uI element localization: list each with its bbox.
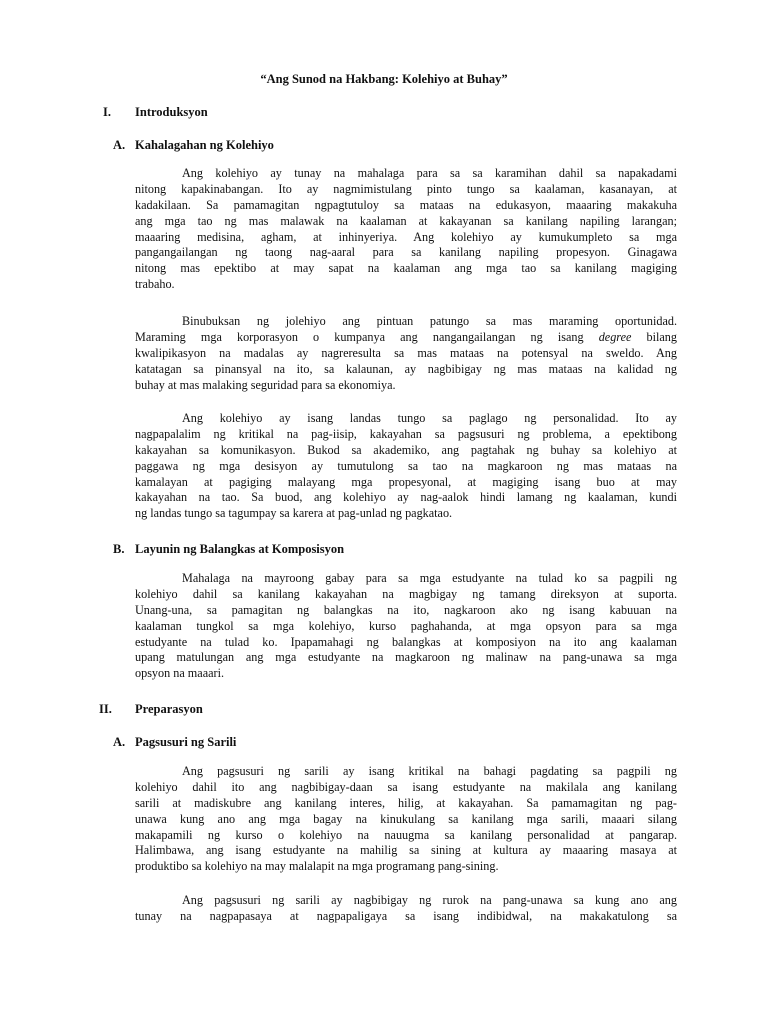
paragraph: [135, 764, 677, 875]
paragraph-line: tunay na nagpapasaya at nagpapaligaya sa isang indibidwal, na makakatulong sa: [135, 908, 677, 923]
paragraph-line: ng landas tungo sa tagumpay sa karera at pag-unlad ng pagkatao.: [135, 506, 453, 521]
paragraph: [135, 571, 677, 682]
section-heading: Preparasyon: [135, 702, 203, 716]
section-heading: Introduksyon: [135, 105, 208, 119]
paragraph-line: produktibo sa kolehiyo na may malalapit na mga programang pang-sining.: [135, 859, 499, 874]
paragraph-line: Binubuksan ng jolehiyo ang pintuan patungo sa mas maraming oportunidad.: [182, 314, 677, 328]
paragraph: [135, 893, 677, 925]
paragraph-line: buhay at mas malaking seguridad para sa ekonomiya.: [135, 377, 396, 392]
paragraph-line: Ang pagsusuri ng sarili ay isang kritikal na bahagi pagdating sa pagpili ng: [182, 764, 677, 778]
paragraph-line: kolehiyo dahil ito ang nagbibigay-daan sa isang estudyante na makilala ang kanilang: [135, 779, 677, 794]
paragraph-line: unawa kung ano ang mga bagay na kinukulang sa kanilang mga sarili, maaari silang: [135, 811, 677, 826]
paragraph: [135, 411, 677, 522]
paragraph: [135, 314, 677, 393]
paragraph-line: kolehiyo dahil sa kanilang kakayahan na magbigay ng tamang direksyon at suporta.: [135, 586, 677, 601]
paragraph-line: trabaho.: [135, 277, 175, 292]
paragraph-line: Ang kolehiyo ay tunay na mahalaga para sa sa karamihan dahil sa napakadami: [182, 166, 677, 180]
paragraph-line: kamalayan at pagiging malayang mga propesyonal, at magiging isang buo at may: [135, 474, 677, 489]
paragraph-line: Ang kolehiyo ay isang landas tungo sa paglago ng personalidad. Ito ay: [182, 411, 677, 425]
paragraph-line: paggawa ng mga desisyon ay tumutulong sa tao na magkaroon ng mas mataas na: [135, 458, 677, 473]
paragraph-line: Unang-una, sa pamagitan ng balangkas na ito, nagkaroon ako ng isang kabuuan na: [135, 602, 677, 617]
paragraph-line: kakayahan na tao. Sa buod, ang kolehiyo ay nag-aalok hindi lamang ng kaalaman, kundi: [135, 490, 677, 505]
paragraph-line: sarili at madiskubre ang kanilang interes, hilig, at kakayahan. Sa pamamagitan ng pag-: [135, 795, 677, 810]
paragraph-line: Ang pagsusuri ng sarili ay nagbibigay ng rurok na pang-unawa sa kung ano ang: [182, 893, 677, 907]
paragraph-line: nitong kapakinabangan. Ito ay nagmimistulang pinto tungo sa kaalaman, kasanayan, at: [135, 181, 677, 196]
paragraph-line: pangangailangan ng taong nag-aaral para sa kanilang napiling propesyon. Ginagawa: [135, 245, 677, 260]
paragraph-line: Mahalaga na mayroong gabay para sa mga estudyante na tulad ko sa pagpili ng: [182, 571, 677, 585]
paragraph-line: nitong mas epektibo at may sapat na kaalaman ang mga tao sa kanilang magiging: [135, 261, 677, 276]
section-number: II.: [99, 702, 112, 716]
paragraph-line: upang matulungan ang mga estudyante na magkaroon ng malinaw na pang-unawa sa mga: [135, 650, 677, 665]
section-number: I.: [103, 105, 111, 119]
subsection-heading: Kahalagahan ng Kolehiyo: [135, 138, 274, 152]
paragraph-line: ang mga tao ng mas malawak na kaalaman at kakayanan sa kanilang napiling larangan;: [135, 213, 677, 228]
paragraph-line: kakayahan sa komunikasyon. Bukod sa akademiko, ang pagtahak ng buhay sa kolehiyo at: [135, 442, 677, 457]
paragraph-line: kadakilaan. Sa pamamagitan ngpagtutuloy sa mataas na edukasyon, maaaring makakuha: [135, 197, 677, 212]
subsection-letter: B.: [113, 542, 125, 556]
paragraph-line: kaalaman tungkol sa mga kolehiyo, kurso paghahanda, at mga opsyon para sa mga: [135, 618, 677, 633]
paragraph-line: nagpapalalim ng kritikal na pag-iisip, kakayahan sa pagsusuri ng problema, a epektibong: [135, 426, 677, 441]
paragraph-line: katatagan sa pinansyal na ito, sa kalaunan, ay nagbibigay ng mas mataas na kalidad ng: [135, 361, 677, 376]
subsection-heading: Pagsusuri ng Sarili: [135, 735, 237, 749]
paragraph-line: makapamili ng kurso o kolehiyo na nauugma sa kanilang personalidad at pangarap.: [135, 827, 677, 842]
paragraph-line: estudyante na tulad ko. Ipapamahagi ng balangkas at komposiyon na ito ang kaalaman: [135, 634, 677, 649]
paragraph-line: maaaring medisina, agham, at inhinyeriya. Ang kolehiyo ay kumukumpleto sa mga: [135, 229, 677, 244]
subsection-heading: Layunin ng Balangkas at Komposisyon: [135, 542, 345, 556]
subsection-letter: A.: [113, 138, 126, 152]
paragraph-line: opsyon na maaari.: [135, 666, 225, 681]
paragraph-line: Maraming mga korporasyon o kumpanya ang nangangailangan ng isang degree bilang: [135, 329, 677, 344]
paragraph-line: Halimbawa, ang isang estudyante na mahilig sa sining at kultura ay maaaring masaya at: [135, 843, 677, 858]
emphasized-term: degree: [598, 329, 632, 344]
paragraph: [135, 166, 677, 293]
paragraph-line: kwalipikasyon na madalas ay nagreresulta sa mas mataas na potensyal na sweldo. Ang: [135, 345, 677, 360]
document-title: “Ang Sunod na Hakbang: Kolehiyo at Buhay”: [260, 72, 508, 86]
subsection-letter: A.: [113, 735, 126, 749]
